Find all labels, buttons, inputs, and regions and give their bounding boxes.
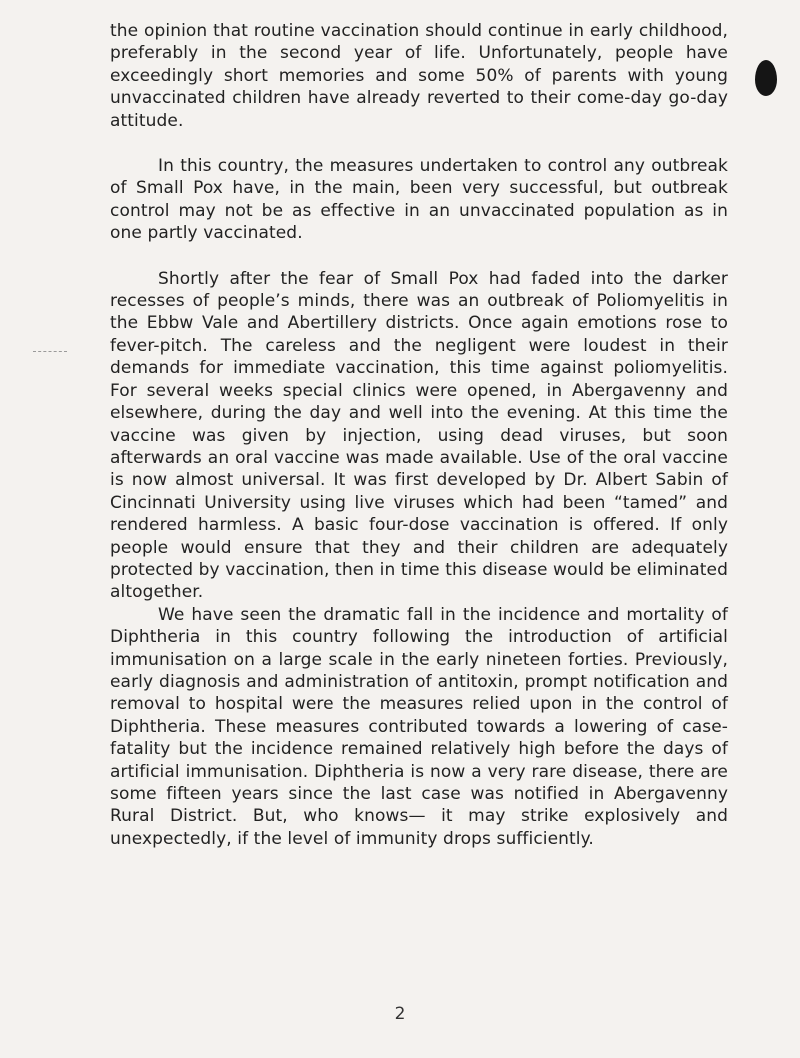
paragraph-4: We have seen the dramatic fall in the incidence and mortality of Diphtheria in this country following the introduction of artificial immunisation on a large scale in the early nineteen forties. Previously, early diagnosis and administration of antitoxin, prompt notification and removal to hospital were the measures relied upon in the control of Diphtheria. These measures contributed towards a lowering of case-fatality but the incidence remained relatively high before the days of artificial immunisation. Diphtheria is now a very rare disease, there are some fifteen years since the last case was notified in Abergavenny Rural District. But, who knows— it may strike explosively and unexpectedly, if the level of immunity drops sufficiently. bbox=[110, 604, 728, 849]
paragraph-1: the opinion that routine vaccination should continue in early childhood, preferably in the second year of life. Unfortunately, people have exceedingly short memories and some 50% of parents with young unvaccinated children have already reverted to their come-day go-day attitude. bbox=[110, 21, 728, 131]
margin-mark bbox=[33, 351, 67, 352]
punch-hole-mark bbox=[755, 60, 777, 96]
page-number: 2 bbox=[394, 1004, 406, 1024]
paragraph-gap bbox=[110, 132, 728, 155]
paragraph-gap bbox=[110, 245, 728, 268]
paragraph-2: In this country, the measures undertaken to control any outbreak of Small Pox have, in the main, been very successful, but outbreak control may not be as effective in an unvaccinated population as in one partly vaccinated. bbox=[110, 156, 728, 244]
document-page bbox=[110, 20, 728, 850]
paragraph-3: Shortly after the fear of Small Pox had faded into the darker recesses of people’s minds, there was an outbreak of Poliomyelitis in the Ebbw Vale and Abertillery districts. Once again emotions rose to fever-pitch. The careless and the negligent were loudest in their demands for immediate vaccination, this time against poliomyelitis. For several weeks special clinics were opened, in Abergavenny and elsewhere, during the day and well into the evening. At this time the vaccine was given by injection, using dead viruses, but soon afterwards an oral vaccine was made available. Use of the oral vaccine is now almost universal. It was first developed by Dr. Albert Sabin of Cincinnati University using live viruses which had been “tamed” and rendered harmless. A basic four-dose vaccination is offered. If only people would ensure that they and their children are adequately protected by vaccination, then in time this disease would be eliminated altogether. bbox=[110, 268, 728, 603]
